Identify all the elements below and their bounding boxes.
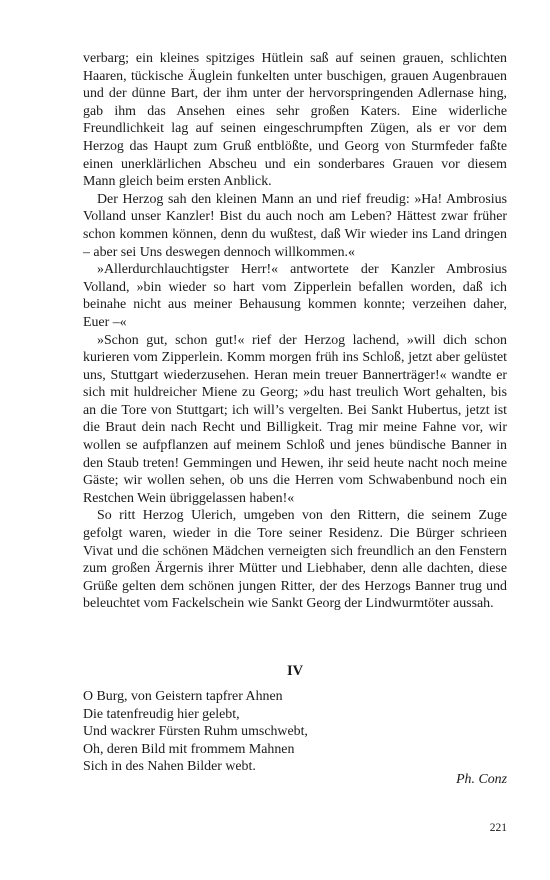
paragraph: So ritt Herzog Ulerich, umgeben von den Rittern, die seinem Zuge gefolgt waren, wieder in die Tore seiner Residenz. Die Bürger schrieen Vivat und die schönen Mädchen verneigten sich freundlich an den Fenstern zum großen Ärgernis ihrer Mütter und Liebhaber, denn alle dachten, diese Grüße gelten dem schönen jungen Ritter, der des Herzogs Banner trug und beleuchtet vom Fackelschein wie Sankt Georg der Lindwurmtöter aussah. (83, 508, 507, 612)
chapter-heading: IV (286, 663, 304, 679)
paragraph: verbarg; ein kleines spitziges Hütlein saß auf seinen grauen, schlichten Haaren, tückische Äuglein funkelten unter buschigen, grauen Augenbrauen und der dünne Bart, der ihm unter der hervorspringenden Adlernase hing, gab ihm das Ansehen eines sehr großen Katers. Eine widerliche Freundlichkeit lag auf seinen eingeschrumpften Zügen, als er vor dem Herzog das Haupt zum Gruß entblößte, und Georg von Sturmfeder faßte einen unerklärlichen Abscheu und ein sonderbares Grauen vor diesem Mann gleich beim ersten Anblick. (83, 51, 507, 190)
epigraph-poem (83, 688, 507, 776)
poem-line: Sich in des Nahen Bilder webt. (83, 759, 256, 775)
poem-line: Und wackrer Fürsten Ruhm umschwebt, (83, 724, 308, 740)
page-number: 221 (489, 822, 507, 834)
paragraph: Der Herzog sah den kleinen Mann an und rief freudig: »Ha! Ambrosius Volland unser Kanzler! Bist du auch noch am Leben? Hättest zwar früher schon kommen können, denn du wußtest, daß Wir wieder ins Land dringen – aber sei Uns deswegen dennoch willkommen.« (83, 191, 507, 260)
poem-author: Ph. Conz (456, 772, 507, 787)
body-text (83, 50, 507, 613)
paragraph: »Schon gut, schon gut!« rief der Herzog lachend, »will dich schon kurieren vom Zipperlein. Komm morgen früh ins Schloß, jetzt aber gelüstet uns, Stuttgart wiederzusehen. Heran mein treuer Bannerträger!« wandte er sich mit huldreicher Miene zu Georg; »du hast treulich Wort gehalten, bis an die Tore von Stuttgart; ich will’s vergelten. Bei Sankt Hubertus, jetzt ist die Braut dein nach Recht und Billigkeit. Trag mir meine Fahne vor, wir wollen se aufpflanzen auf meinem Schloß und jenes bündische Banner in den Staub treten! Gemmingen und Hewen, ihr seid heute nacht noch meine Gäste; wir wollen sehen, ob uns die Herren vom Schwabenbund noch ein Restchen Wein übriggelassen haben!« (83, 332, 507, 506)
poem-line: Die tatenfreudig hier gelebt, (83, 706, 240, 722)
paragraph: »Allerdurchlauchtigster Herr!« antwortete der Kanzler Ambrosius Volland, »bin wieder so hart vom Zipperlein befallen worden, daß ich beinahe nicht aus meiner Behausung kommen konnte; verzeihen daher, Euer –« (83, 262, 507, 330)
poem-line: Oh, deren Bild mit frommem Mahnen (83, 741, 295, 757)
poem-line: O Burg, von Geistern tapfrer Ahnen (83, 689, 283, 704)
